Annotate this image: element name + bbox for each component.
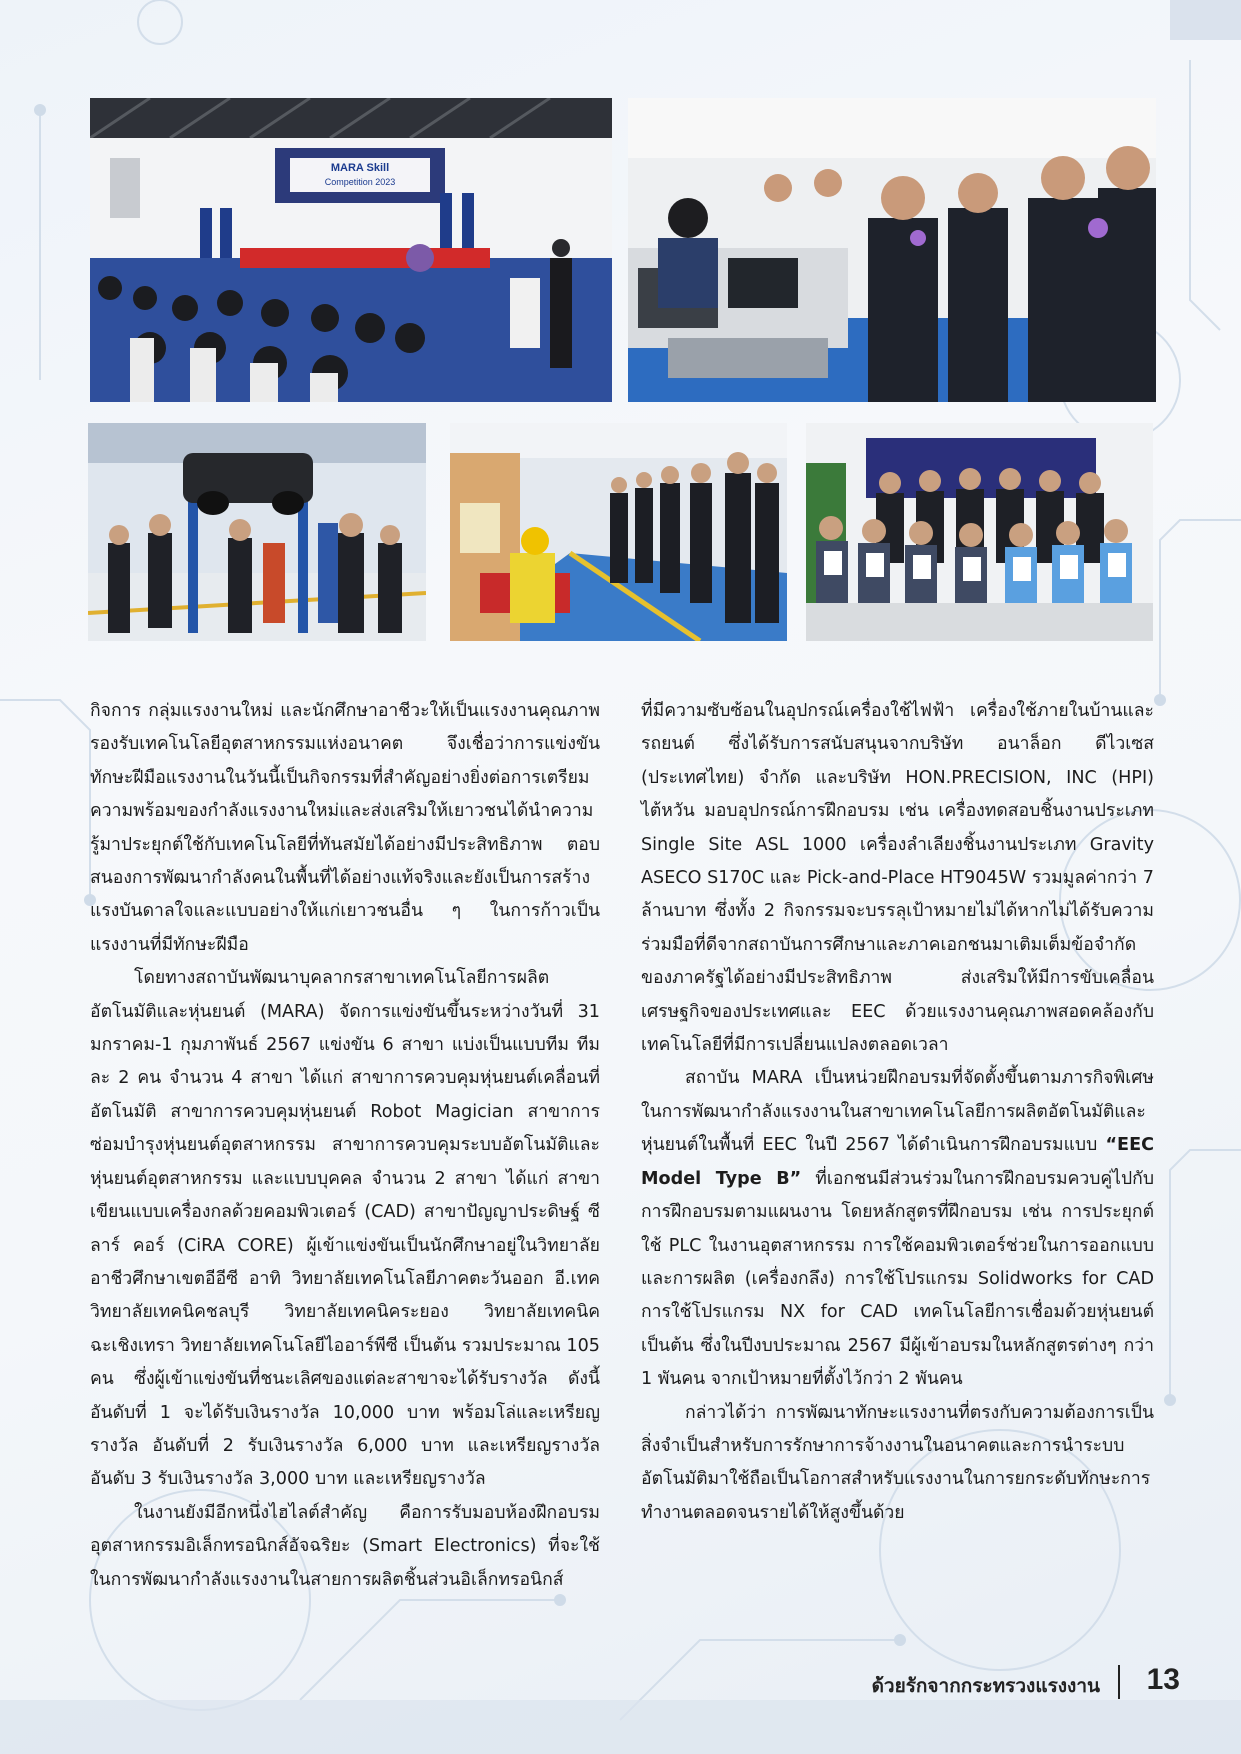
photo-electrical-workshop	[450, 423, 787, 641]
photo-officials-visiting-lab	[628, 98, 1156, 402]
left-paragraph-3: ในงานยังมีอีกหนึ่งไฮไลต์สำคัญ คือการรับมอบห้องฝึกอบรมอุตสาหกรรมอิเล็กทรอนิกส์อัจฉริยะ (Smart Electronics) ที่จะใช้ในการพัฒนากำลังแรงงานในสายการผลิตชิ้นส่วนอิเล็กทรอนิกส์	[90, 1502, 600, 1590]
left-paragraph-1: กิจการ กลุ่มแรงงานใหม่ และนักศึกษาอาชีวะให้เป็นแรงงานคุณภาพรองรับเทคโนโลยีอุตสาหกรรมแห่งอนาคต จึงเชื่อว่าการแข่งขันทักษะฝีมือแรงงานในวันนี้เป็นกิจกรรมที่สำคัญอย่างยิ่งต่อการเตรียมความพร้อมของกำลังแรงงานใหม่และส่งเสริมให้เยาวชนได้นำความรู้มาประยุกต์ใช้กับเทคโนโลยีที่ทันสมัยได้อย่างมีประสิทธิภาพ ตอบสนองการพัฒนากำลังคนในพื้นที่ได้อย่างแท้จริงและยังเป็นการสร้างแรงบันดาลใจและแบบอย่างให้แก่เยาวชนอื่น ๆ ในการก้าวเป็นแรงงานที่มีทักษะฝีมือ	[90, 701, 600, 955]
right-paragraph-3: กล่าวได้ว่า การพัฒนาทักษะแรงงานที่ตรงกับความต้องการเป็นสิ่งจำเป็นสำหรับการรักษาการจ้างงานในอนาคตและการนำระบบอัตโนมัติมาใช้ถือเป็นโอกาสสำหรับแรงงานในการยกระดับทักษะการทำงานตลอดจนรายได้ให้สูงขึ้นด้วย	[641, 1402, 1154, 1523]
page-footer	[871, 1663, 1180, 1703]
page-number: 13	[1146, 1663, 1180, 1696]
right-paragraph-1: ที่มีความซับซ้อนในอุปกรณ์เครื่องใช้ไฟฟ้า เครื่องใช้ภายในบ้านและรถยนต์ ซึ่งได้รับการสนับสนุนจากบริษัท อนาล็อก ดีไวเซส (ประเทศไทย) จำกัด และบริษัท HON.PRECISION, INC (HPI) ไต้หวัน มอบอุปกรณ์การฝึกอบรม เช่น เครื่องทดสอบชิ้นงานประเภท Single Site ASL 1000 เครื่องลำเลียงชิ้นงานประเภท Gravity ASECO S170C และ Pick-and-Place HT9045W รวมมูลค่ากว่า 7 ล้านบาท ซึ่งทั้ง 2 กิจกรรมจะบรรลุเป้าหมายไม่ได้หากไม่ได้รับความร่วมมือที่ดีจากสถาบันการศึกษาและภาคเอกชนมาเติมเต็มข้อจำกัดของภาครัฐได้อย่างมีประสิทธิภาพ ส่งเสริมให้มีการขับเคลื่อนเศรษฐกิจของประเทศและ EEC ด้วยแรงงานคุณภาพสอดคล้องกับเทคโนโลยีที่มีการเปลี่ยนแปลงตลอดเวลา	[641, 701, 1154, 1056]
footer-tagline: ด้วยรักจากกระทรวงแรงงาน	[871, 1675, 1100, 1697]
right-paragraph-2-part-a: สถาบัน MARA เป็นหน่วยฝึกอบรมที่จัดตั้งขึ้นตามภารกิจพิเศษในการพัฒนากำลังแรงงานในสาขาเทคโนโลยีการผลิตอัตโนมัติและหุ่นยนต์ในพื้นที่ EEC ในปี 2567 ได้ดำเนินการฝึกอบรมแบบ	[641, 1068, 1154, 1156]
left-paragraph-2: โดยทางสถาบันพัฒนาบุคลากรสาขาเทคโนโลยีการผลิตอัตโนมัติและหุ่นยนต์ (MARA) จัดการแข่งขันขึ้นระหว่างวันที่ 31 มกราคม-1 กุมภาพันธ์ 2567 แข่งขัน 6 สาขา แบ่งเป็นแบบทีม ทีมละ 2 คน จำนวน 4 สาขา ได้แก่ สาขาการควบคุมหุ่นยนต์เคลื่อนที่อัตโนมัติ สาขาการควบคุมหุ่นยนต์ Robot Magician สาขาการซ่อมบำรุงหุ่นยนต์อุตสาหกรรม สาขาการควบคุมระบบอัตโนมัติและหุ่นยนต์อุตสาหกรรม และแบบบุคคล จำนวน 2 สาขา ได้แก่ สาขาเขียนแบบเครื่องกลด้วยคอมพิวเตอร์ (CAD) สาขาปัญญาประดิษฐ์ ซีลาร์ คอร์ (CiRA CORE) ผู้เข้าแข่งขันเป็นนักศึกษาอยู่ในวิทยาลัยอาชีวศึกษาเขตอีอีซี อาทิ วิทยาลัยเทคโนโลยีภาคตะวันออก อี.เทค วิทยาลัยเทคนิคชลบุรี วิทยาลัยเทคนิคระยอง วิทยาลัยเทคนิคฉะเชิงเทรา วิทยาลัยเทคโนโลยีไออาร์พีซี เป็นต้น รวมประมาณ 105 คน ซึ่งผู้เข้าแข่งขันที่ชนะเลิศของแต่ละสาขาจะได้รับรางวัล ดังนี้ อันดับที่ 1 จะได้รับเงินรางวัล 10,000 บาท พร้อมโล่และเหรียญรางวัล อันดับที่ 2 รับเงินรางวัล 6,000 บาท และเหรียญรางวัล อันดับ 3 รับเงินรางวัล 3,000 บาท และเหรียญรางวัล	[90, 968, 600, 1490]
article-right-column	[641, 695, 1154, 1530]
photo-group-certificates	[806, 423, 1153, 641]
right-paragraph-2	[641, 1062, 1154, 1396]
right-paragraph-2-part-b: ที่เอกชนมีส่วนร่วมในการฝึกอบรมควบคู่ไปกับการฝึกอบรมตามแผนงาน โดยหลักสูตรที่ฝึกอบรม เช่น การประยุกต์ใช้ PLC ในงานอุตสาหกรรม การใช้คอมพิวเตอร์ช่วยในการออกแบบและการผลิต (เครื่องกลึง) การใช้โปรแกรม Solidworks for CAD การใช้โปรแกรม NX for CAD เทคโนโลยีการเชื่อมด้วยหุ่นยนต์ เป็นต้น ซึ่งในปีงบประมาณ 2567 มีผู้เข้าอบรมในหลักสูตรต่างๆ กว่า 1 พันคน จากเป้าหมายที่ตั้งไว้กว่า 2 พันคน	[641, 1168, 1154, 1390]
photo-opening-ceremony	[90, 98, 612, 402]
photo-automotive-workshop	[88, 423, 426, 641]
banner-title: MARA Skill	[330, 162, 390, 174]
eec-model-highlight: “EEC Model Type B”	[641, 1135, 1154, 1189]
footer-separator	[1118, 1665, 1120, 1699]
article-left-column	[90, 695, 600, 1597]
banner-subtitle: Competition 2023	[324, 177, 396, 187]
